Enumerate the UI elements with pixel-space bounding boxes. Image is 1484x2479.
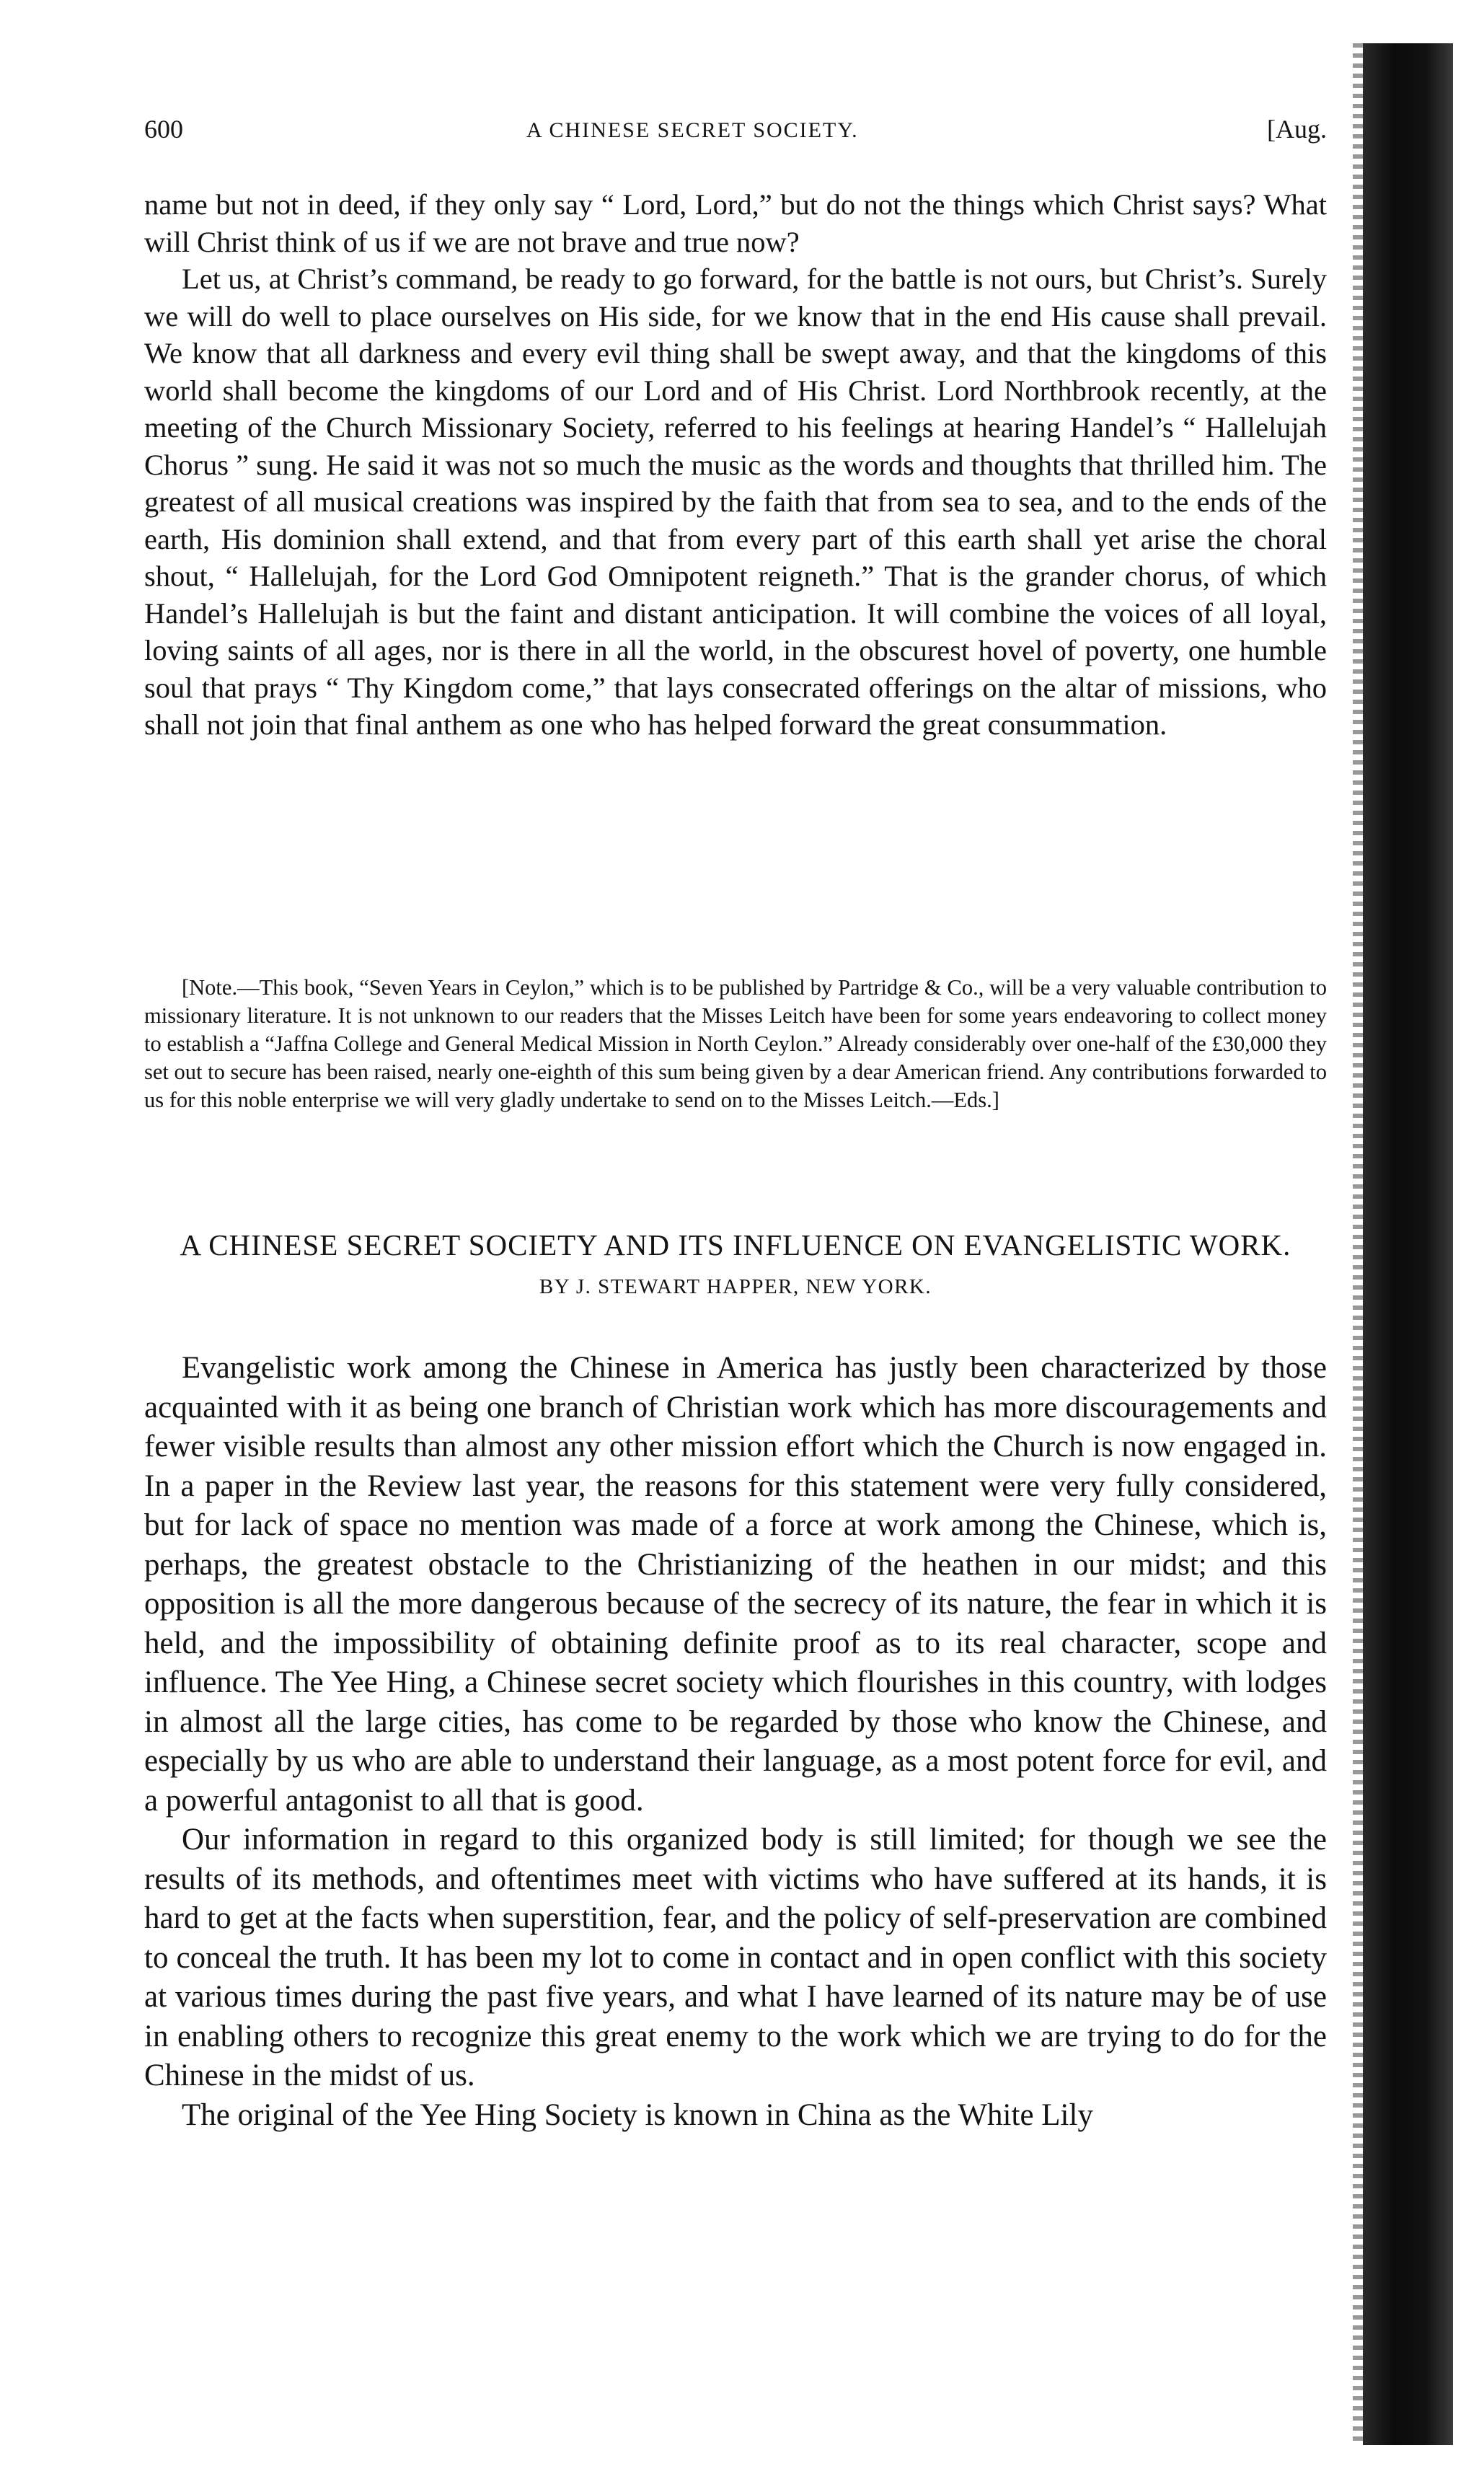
running-header bbox=[144, 114, 1327, 150]
top-text-block bbox=[144, 186, 1327, 744]
article-body bbox=[144, 1349, 1327, 2135]
article-heading bbox=[144, 1226, 1327, 1301]
running-title: A CHINESE SECRET SOCIETY. bbox=[526, 118, 859, 142]
paragraph-lets-us: Let us, at Christ’s command, be ready to go forward, for the battle is not ours, but Christ’s. Surely we will do well to place ourselves on His side, for we know that in the end His cause shall prevail. We know that all darkness and every evil thing shall be swept away, and that the kingdoms of this world shall become the kingdoms of our Lord and of His Christ. Lord Northbrook recently, at the meeting of the Church Missionary Society, referred to his feelings at hearing Handel’s “ Hallelujah Chorus ” sung. He said it was not so much the music as the words and thoughts that thrilled him. The greatest of all musical creations was inspired by the faith that from sea to sea, and to the ends of the earth, His dominion shall extend, and that from every part of this earth shall yet arise the choral shout, “ Hallelujah, for the Lord God Omnipotent reigneth.” That is the grander chorus, of which Handel’s Hallelujah is but the faint and distant anticipation. It will combine the voices of all loyal, loving saints of all ages, nor is there in all the world, in the obscurest hovel of poverty, one humble soul that prays “ Thy Kingdom come,” that lays consecrated offerings on the altar of missions, who shall not join that final anthem as one who has helped forward the great consummation. bbox=[144, 263, 1327, 741]
running-month: [Aug. bbox=[1267, 115, 1327, 144]
article-paragraph-2: Our information in regard to this organized body is still limited; for though we see the results of its methods, and oftentimes meet with victims who have suffered at its hands, it is hard to get at the facts when superstition, fear, and the policy of self-preservation are combined to conceal the truth. It has been my lot to come in contact and in open conflict with this society at various times during the past five years, and what I have learned of its nature may be of use in enabling others to recognize this great enemy to the work which we are trying to do for the Chinese in the midst of us. bbox=[144, 1823, 1327, 2092]
editor-note bbox=[144, 974, 1327, 1114]
paragraph-continuation: name but not in deed, if they only say “ Lord, Lord,” but do not the things which Christ says? What will Christ think of us if we are not brave and true now? bbox=[144, 188, 1327, 258]
note-text: [Note.—This book, “Seven Years in Ceylon,” which is to be published by Partridge & Co., will be a very valuable contribution to missionary literature. It is not unknown to our readers that the Misses Leitch have been for some years endeavoring to collect money to establish a “Jaffna College and General Medical Mission in North Ceylon.” Already considerably over one-half of the £30,000 they set out to secure has been raised, nearly one-eighth of this sum being given by a dear American friend. Any contributions forwarded to us for this noble enterprise we will very gladly undertake to send on to the Misses Leitch.—Eds.] bbox=[144, 975, 1327, 1112]
article-byline: BY J. STEWART HAPPER, NEW YORK. bbox=[539, 1275, 932, 1298]
scan-binding-edge bbox=[1363, 43, 1453, 2445]
article-paragraph-1: Evangelistic work among the Chinese in America has justly been characterized by those acquainted with it as being one branch of Christian work which has more discouragements and fewer visible results than almost any other mission effort which the Church is now engaged in. In a paper in the Review last year, the reasons for this statement were very fully considered, but for lack of space no mention was made of a force at work among the Chinese, which is, perhaps, the greatest obstacle to the Christianizing of the heathen in our midst; and this opposition is all the more dangerous because of the secrecy of its nature, the fear in which it is held, and the impossibility of obtaining definite proof as to its real character, scope and influence. The Yee Hing, a Chinese secret society which flourishes in this country, with lodges in almost all the large cities, has come to be regarded by those who know the Chinese, and especially by us who are able to understand their language, as a most potent force for evil, and a powerful antagonist to all that is good. bbox=[144, 1351, 1327, 1818]
article-title: A CHINESE SECRET SOCIETY AND ITS INFLUENCE ON EVANGELISTIC WORK. bbox=[180, 1228, 1291, 1261]
page-number: 600 bbox=[144, 115, 183, 144]
article-paragraph-3: The original of the Yee Hing Society is known in China as the White Lily bbox=[182, 2097, 1093, 2132]
